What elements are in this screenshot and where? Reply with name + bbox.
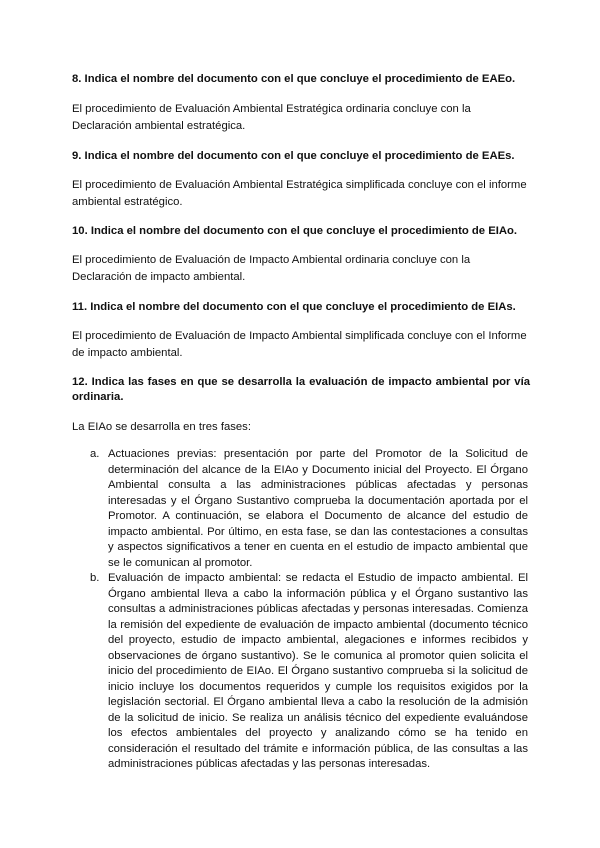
list-item	[72, 447, 528, 571]
answer-8: El procedimiento de Evaluación Ambiental Estratégica ordinaria concluye con la Declaración ambiental estratégica.	[72, 103, 471, 132]
answer-12-intro: La EIAo se desarrolla en tres fases:	[72, 421, 251, 433]
phases-list	[72, 447, 528, 773]
answer-9: El procedimiento de Evaluación Ambiental Estratégica simplificada concluye con el informe ambiental estratégico.	[72, 179, 527, 208]
question-12: 12. Indica las fases en que se desarrolla la evaluación de impacto ambiental por vía ordinaria.	[72, 376, 530, 403]
list-item	[72, 571, 528, 773]
list-marker: b.	[90, 572, 100, 584]
question-9: 9. Indica el nombre del documento con el que concluye el procedimiento de EAEs.	[72, 150, 515, 162]
question-8: 8. Indica el nombre del documento con el que concluye el procedimiento de EAEo.	[72, 73, 516, 85]
phase-text: Evaluación de impacto ambiental: se redacta el Estudio de impacto ambiental. El Órgano ambiental lleva a cabo la información pública y el Órgano sustantivo las consultas a administraciones públicas afectadas y personas interesadas. Comienza la remisión del expediente de evaluación de impacto ambiental (documento técnico del proyecto, estudio de impacto ambiental, alegaciones e informes recibidos y observaciones de órgano sustantivo). Se le comunica al promotor quien solicita el inicio del procedimiento de EIAo. El Órgano sustantivo comprueba si la solicitud de inicio incluye los documentos requeridos y cumple los requisitos exigidos por la legislación sectorial. El Órgano ambiental lleva a cabo la resolución de la admisión de la solicitud de inicio. Se realiza un análisis técnico del expediente evaluándose los efectos ambientales del proyecto y analizando cómo se ha tenido en consideración el resultado del trámite e información pública, de las consultas a las administraciones públicas afectadas y las personas interesadas.	[108, 572, 528, 770]
answer-11: El procedimiento de Evaluación de Impacto Ambiental simplificada concluye con el Informe de impacto ambiental.	[72, 330, 527, 359]
phase-text: Actuaciones previas: presentación por parte del Promotor de la Solicitud de determinación del alcance de la EIAo y Documento inicial del Proyecto. El Órgano Ambiental consulta a las administraciones públicas afectadas y personas interesadas y el Órgano Sustantivo comprueba la documentación aportada por el Promotor. A continuación, se elabora el Documento de alcance del estudio de impacto ambiental. Por último, en esta fase, se dan las contestaciones a consultas y aspectos significativos a tener en cuenta en el estudio de impacto ambiental que se le comunican al promotor.	[108, 448, 528, 569]
list-marker: a.	[90, 448, 100, 460]
question-10: 10. Indica el nombre del documento con el que concluye el procedimiento de EIAo.	[72, 225, 518, 237]
answer-10: El procedimiento de Evaluación de Impacto Ambiental ordinaria concluye con la Declaración de impacto ambiental.	[72, 254, 471, 283]
question-11: 11. Indica el nombre del documento con el que concluye el procedimiento de EIAs.	[72, 301, 516, 313]
